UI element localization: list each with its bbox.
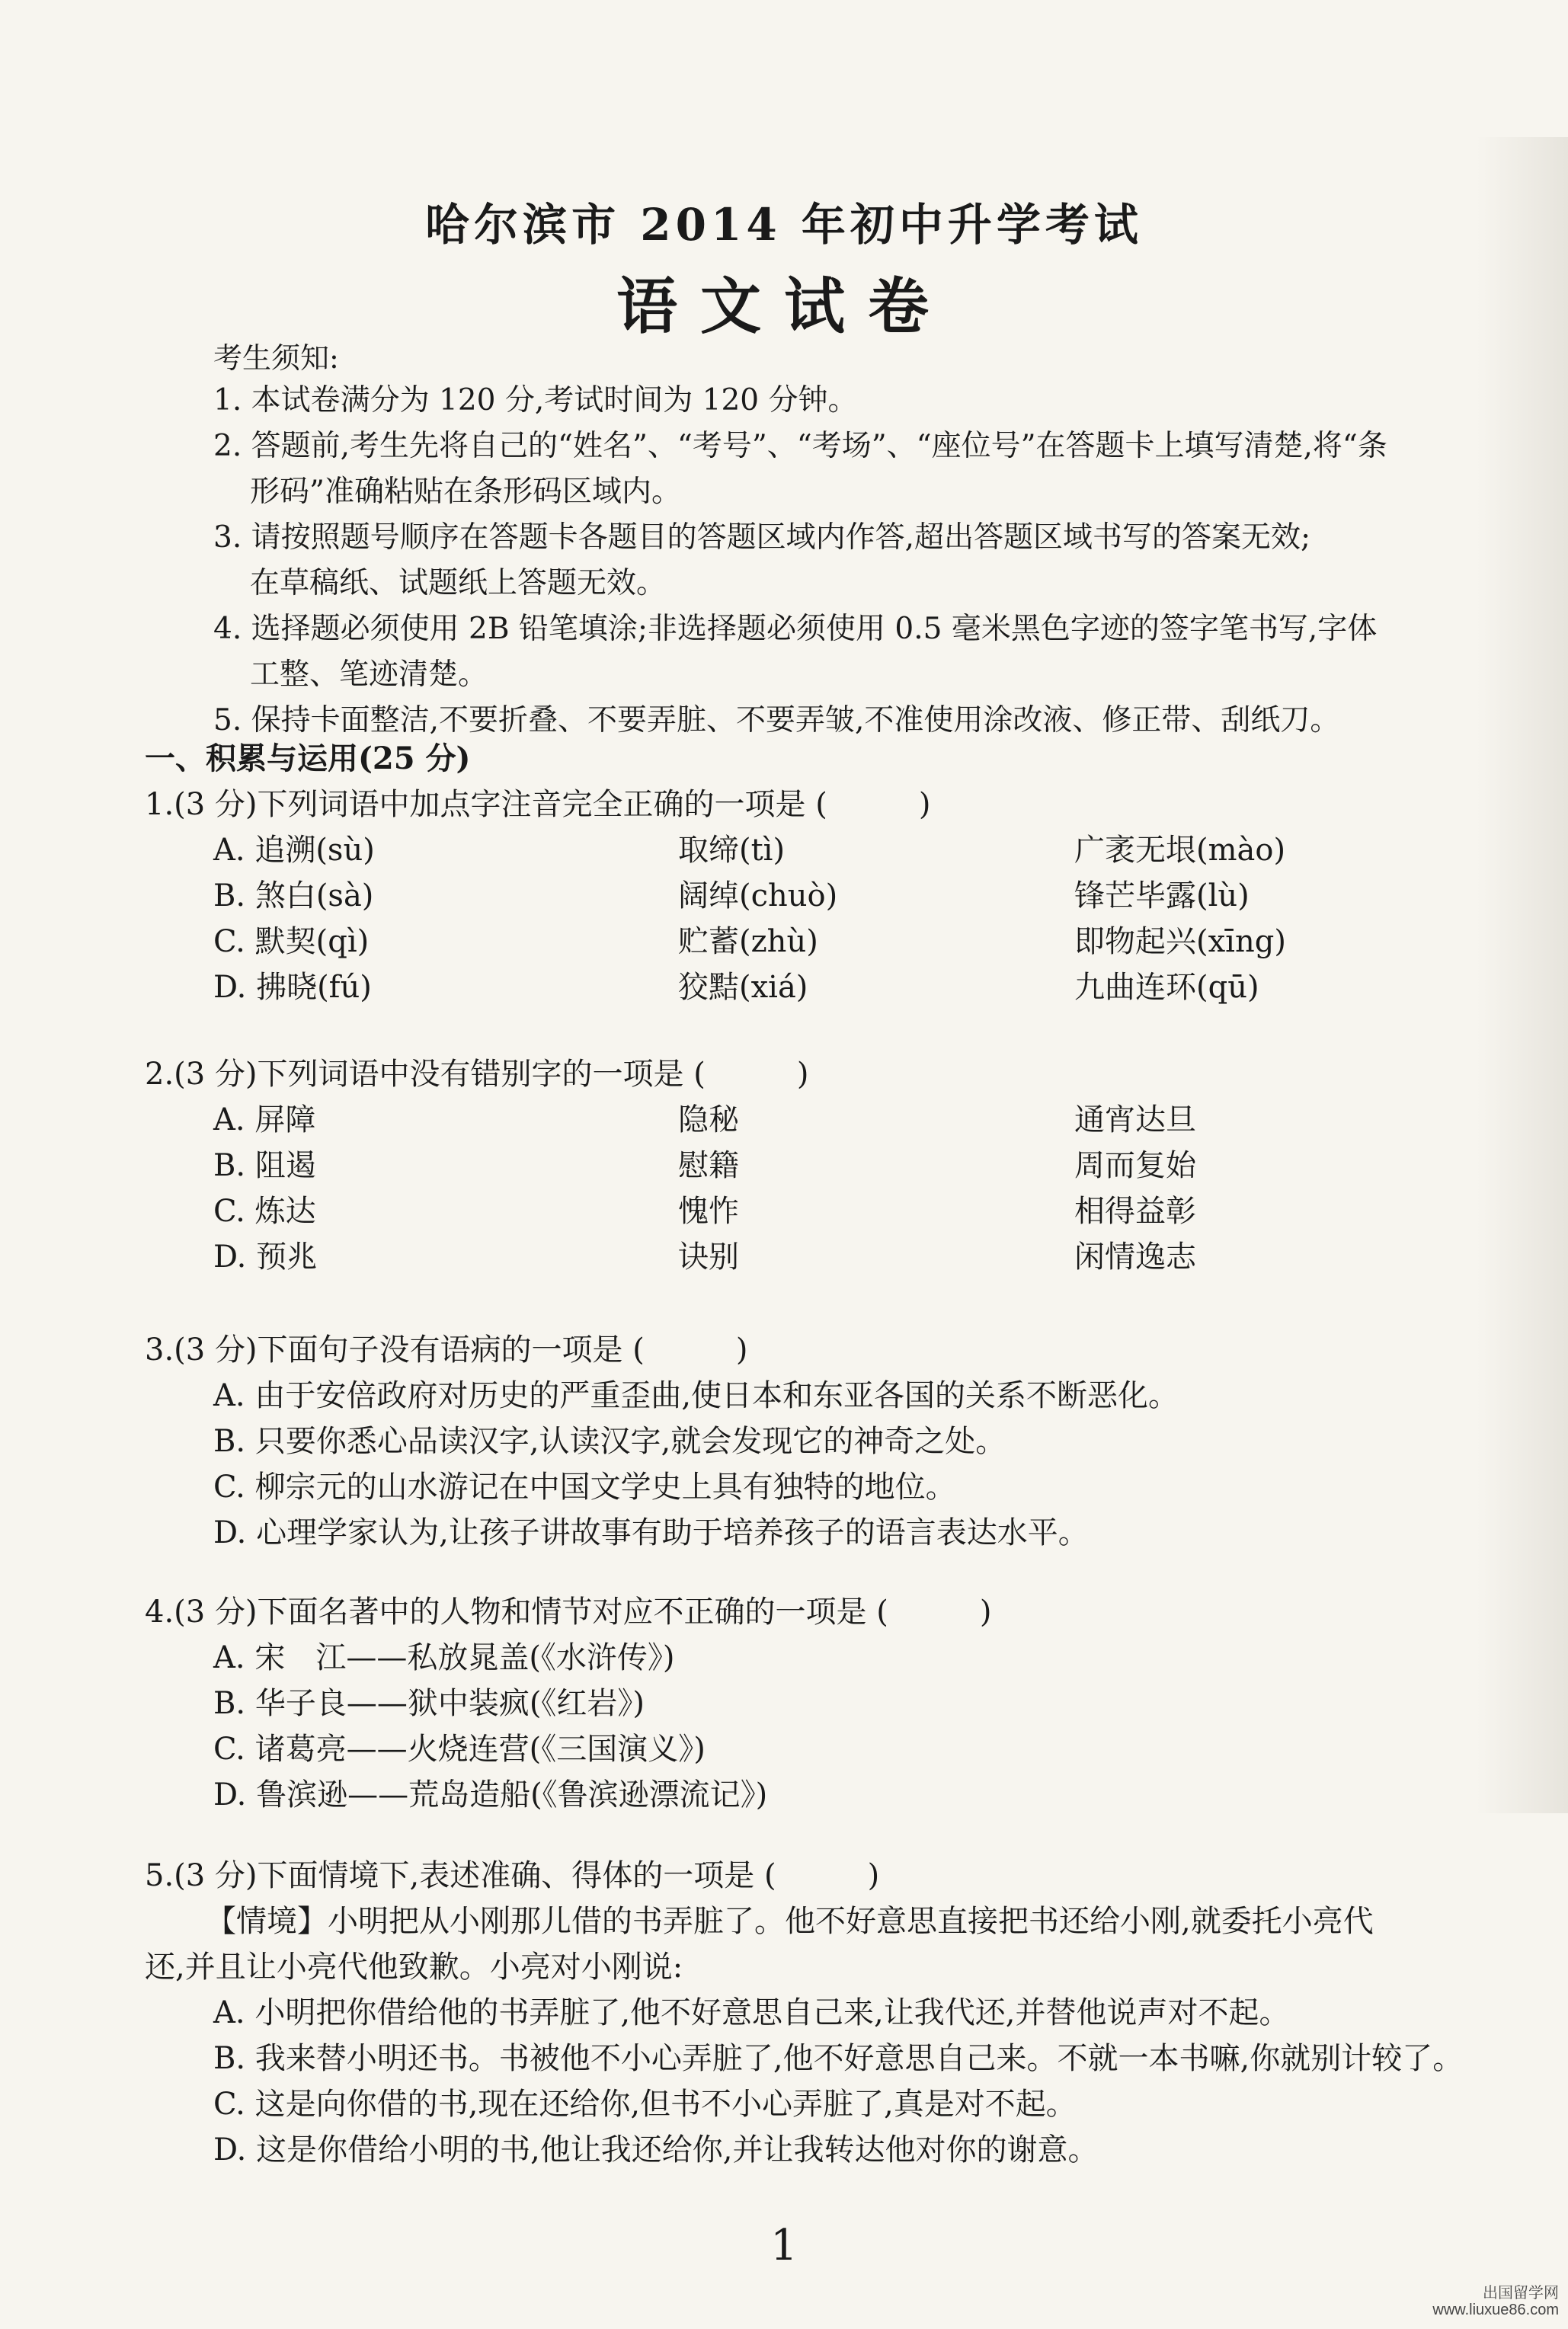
option-cell: 相得益彰: [1074, 1194, 1196, 1229]
option-row: [145, 1097, 1516, 1143]
watermark: [1432, 2285, 1559, 2318]
option-cell: C. 炼达: [213, 1194, 316, 1229]
option-cell: A. 追溯(sù): [213, 833, 375, 868]
notice-heading: 考生须知:: [213, 341, 339, 375]
notice-item: 3. 请按照题号顺序在答题卡各题目的答题区域内作答,超出答题区域书写的答案无效;: [213, 520, 1311, 555]
question-3: [145, 1327, 1516, 1556]
option-line: D. 心理学家认为,让孩子讲故事有助于培养孩子的语言表达水平。: [213, 1515, 1089, 1550]
option-line: A. 小明把你借给他的书弄脏了,他不好意思自己来,让我代还,并替他说声对不起。: [213, 1995, 1290, 2030]
option-cell: 愧怍: [678, 1194, 739, 1229]
option-line: C. 柳宗元的山水游记在中国文学史上具有独特的地位。: [213, 1470, 956, 1505]
question-stem: 3.(3 分)下面句子没有语病的一项是 ( ): [145, 1332, 748, 1368]
notice-item: 在草稿纸、试题纸上答题无效。: [250, 566, 667, 600]
option-cell: 隐秘: [678, 1102, 739, 1137]
watermark-url: www.liuxue86.com: [1432, 2302, 1559, 2318]
question-stem: 5.(3 分)下面情境下,表述准确、得体的一项是 ( ): [145, 1858, 880, 1893]
option-row: [145, 1234, 1516, 1280]
option-line: A. 由于安倍政府对历史的严重歪曲,使日本和东亚各国的关系不断恶化。: [213, 1378, 1179, 1413]
option-line: C. 诸葛亮——火烧连营(《三国演义》): [213, 1732, 706, 1767]
notice-item: 4. 选择题必须使用 2B 铅笔填涂;非选择题必须使用 0.5 毫米黑色字迹的签字笔书写,字体: [213, 612, 1378, 646]
exam-subtitle: 语文试卷: [616, 270, 952, 342]
option-line: B. 华子良——狱中装疯(《红岩》): [213, 1686, 645, 1721]
option-cell: 诀别: [678, 1240, 739, 1275]
option-cell: 周而复始: [1074, 1148, 1196, 1183]
exam-title: 哈尔滨市 2014 年初中升学考试: [425, 199, 1143, 251]
option-cell: 闲情逸志: [1074, 1240, 1196, 1275]
option-line: B. 只要你悉心品读汉字,认读汉字,就会发现它的神奇之处。: [213, 1424, 1006, 1459]
option-row: [145, 1188, 1516, 1234]
notice-item: 2. 答题前,考生先将自己的“姓名”、“考号”、“考场”、“座位号”在答题卡上填写清楚,将“条: [213, 429, 1387, 463]
context-text: 【情境】小明把从小刚那儿借的书弄脏了。他不好意思直接把书还给小刚,就委托小亮代: [206, 1904, 1374, 1939]
option-cell: A. 屏障: [213, 1102, 316, 1137]
option-cell: 阔绰(chuò): [678, 878, 838, 913]
option-cell: D. 拂晓(fú): [213, 970, 372, 1005]
option-cell: 贮蓄(zhù): [678, 924, 818, 959]
question-4: [145, 1589, 1516, 1818]
section-title: 一、积累与运用(25 分): [145, 741, 471, 776]
option-line: D. 鲁滨逊——荒岛造船(《鲁滨逊漂流记》): [213, 1777, 768, 1812]
question-1: [145, 782, 1516, 1010]
option-cell: 取缔(tì): [678, 833, 786, 868]
option-line: D. 这是你借给小明的书,他让我还给你,并让我转达他对你的谢意。: [213, 2132, 1099, 2167]
notice-item: 1. 本试卷满分为 120 分,考试时间为 120 分钟。: [213, 383, 858, 417]
option-cell: B. 阻遏: [213, 1148, 316, 1183]
option-cell: C. 默契(qì): [213, 924, 370, 959]
notice-item: 形码”准确粘贴在条形码区域内。: [250, 475, 681, 509]
option-cell: 通宵达旦: [1074, 1102, 1196, 1137]
question-2: [145, 1051, 1516, 1280]
option-cell: 即物起兴(xīng): [1074, 924, 1286, 959]
option-cell: 慰籍: [678, 1148, 739, 1183]
option-row: [145, 965, 1516, 1010]
question-5: [145, 1853, 1516, 2173]
option-line: C. 这是向你借的书,现在还给你,但书不小心弄脏了,真是对不起。: [213, 2087, 1077, 2122]
context-text: 还,并且让小亮代他致歉。小亮对小刚说:: [145, 1950, 683, 1985]
option-line: B. 我来替小明还书。书被他不小心弄脏了,他不好意思自己来。不就一本书嘛,你就别计较了。: [213, 2041, 1464, 2076]
option-cell: 九曲连环(qū): [1074, 970, 1259, 1005]
option-cell: 广袤无垠(mào): [1074, 833, 1286, 868]
question-stem: 1.(3 分)下列词语中加点字注音完全正确的一项是 ( ): [145, 787, 931, 822]
notice-list: [213, 378, 1509, 744]
option-cell: 锋芒毕露(lù): [1074, 878, 1250, 913]
option-row: [145, 873, 1516, 919]
question-stem: 2.(3 分)下列词语中没有错别字的一项是 ( ): [145, 1057, 809, 1092]
option-row: [145, 827, 1516, 873]
option-line: A. 宋 江——私放晁盖(《水浒传》): [213, 1640, 675, 1675]
notice-item: 5. 保持卡面整洁,不要折叠、不要弄脏、不要弄皱,不准使用涂改液、修正带、刮纸刀。: [213, 703, 1340, 737]
page-number: 1: [770, 2221, 798, 2270]
watermark-name: 出国留学网: [1483, 2285, 1559, 2302]
option-cell: 狡黠(xiá): [678, 970, 808, 1005]
option-cell: B. 煞白(sà): [213, 878, 374, 913]
question-stem: 4.(3 分)下面名著中的人物和情节对应不正确的一项是 ( ): [145, 1595, 992, 1630]
option-row: [145, 1143, 1516, 1188]
notice-item: 工整、笔迹清楚。: [250, 657, 488, 692]
option-cell: D. 预兆: [213, 1240, 318, 1275]
option-row: [145, 919, 1516, 965]
